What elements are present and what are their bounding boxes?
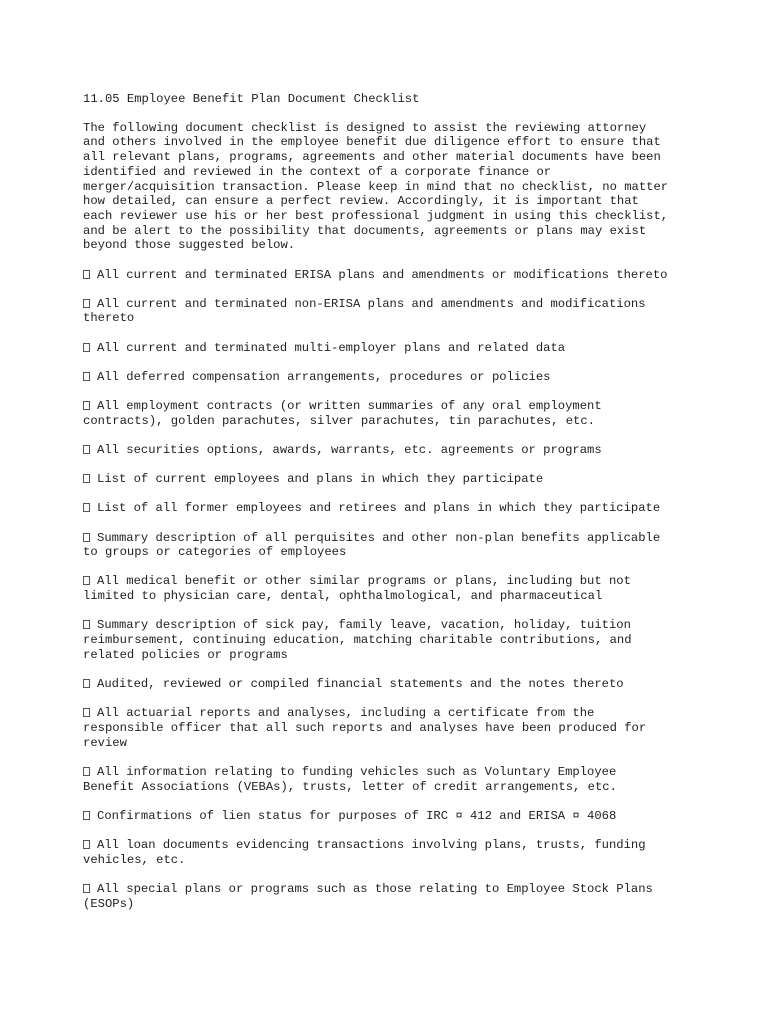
checklist-item-line: [83, 721, 703, 736]
checklist-item-text: related policies or programs: [83, 647, 288, 662]
checklist-item: [83, 706, 703, 750]
checklist-item: [83, 765, 703, 794]
document-title: 11.05 Employee Benefit Plan Document Checklist: [83, 92, 420, 106]
checklist-item-text: (ESOPs): [83, 896, 135, 911]
checklist-item-line: [83, 780, 703, 795]
checklist-item: [83, 370, 703, 385]
checklist-item-line: [83, 370, 703, 385]
checklist-item: [83, 268, 703, 283]
checklist-item: [83, 838, 703, 867]
checklist-item-text: Benefit Associations (VEBAs), trusts, letter of credit arrangements, etc.: [83, 779, 617, 794]
document-page: [83, 92, 703, 926]
checklist-item-text: All medical benefit or other similar programs or plans, including but not: [97, 574, 631, 589]
checklist-item-line: [83, 501, 703, 516]
checklist-item-text: thereto: [83, 311, 135, 326]
checklist-item: [83, 574, 703, 603]
checkbox-icon[interactable]: [83, 620, 90, 629]
checklist-item: [83, 677, 703, 692]
checklist-item-text: contracts), golden parachutes, silver parachutes, tin parachutes, etc.: [83, 413, 595, 428]
checklist-item: [83, 809, 703, 824]
checklist-item-text: reimbursement, continuing education, matching charitable contributions, and: [83, 633, 632, 648]
checklist-item: [83, 399, 703, 428]
checklist-item-line: [83, 853, 703, 868]
checklist-item-text: All loan documents evidencing transactions involving plans, trusts, funding: [97, 837, 646, 852]
intro-line: beyond those suggested below.: [83, 238, 296, 253]
checklist-item-text: Confirmations of lien status for purposes of IRC ¤ 412 and ERISA ¤ 4068: [97, 808, 617, 823]
checkbox-icon[interactable]: [83, 299, 90, 308]
checklist-item-line: [83, 574, 703, 589]
checklist-item: [83, 501, 703, 516]
intro-line: identified and reviewed in the context of a corporate finance or: [83, 164, 552, 179]
checklist-item: [83, 882, 703, 911]
intro-line: merger/acquisition transaction. Please keep in mind that no checklist, no matter: [83, 179, 669, 194]
checklist-item-line: [83, 765, 703, 780]
checkbox-icon[interactable]: [83, 474, 90, 483]
checklist-item-line: [83, 736, 703, 751]
intro-line: and be alert to the possibility that documents, agreements or plans may exist: [83, 223, 647, 238]
checkbox-icon[interactable]: [83, 343, 90, 352]
intro-line: all relevant plans, programs, agreements and other material documents have been: [83, 150, 661, 165]
checklist-item: [83, 443, 703, 458]
intro-line: each reviewer use his or her best professional judgment in using this checklist,: [83, 208, 669, 223]
checklist-item: [83, 472, 703, 487]
checkbox-icon[interactable]: [83, 679, 90, 688]
checklist-item-text: to groups or categories of employees: [83, 545, 347, 560]
checklist-item-line: [83, 809, 703, 824]
checkbox-icon[interactable]: [83, 767, 90, 776]
checklist-item-text: All current and terminated ERISA plans and amendments or modifications thereto: [97, 267, 668, 282]
checklist-item-text: review: [83, 735, 127, 750]
checklist-item-line: [83, 706, 703, 721]
checklist-item-text: List of current employees and plans in which they participate: [97, 472, 544, 487]
checklist-item-text: Summary description of sick pay, family leave, vacation, holiday, tuition: [97, 618, 631, 633]
checklist-item-line: [83, 677, 703, 692]
checkbox-icon[interactable]: [83, 708, 90, 717]
checklist-item-line: [83, 443, 703, 458]
checklist-item-line: [83, 414, 703, 429]
intro-paragraph: [83, 121, 703, 253]
checklist-item-text: All employment contracts (or written summaries of any oral employment: [97, 399, 602, 414]
checklist-item-text: All actuarial reports and analyses, including a certificate from the: [97, 706, 595, 721]
checklist-item: [83, 341, 703, 356]
checkbox-icon[interactable]: [83, 445, 90, 454]
checklist-item-text: All current and terminated non-ERISA plans and amendments and modifications: [97, 296, 646, 311]
intro-line: and others involved in the employee benefit due diligence effort to ensure that: [83, 135, 661, 150]
intro-line: The following document checklist is designed to assist the reviewing attorney: [83, 120, 647, 135]
checkbox-icon[interactable]: [83, 884, 90, 893]
checklist-item-line: [83, 472, 703, 487]
checklist-item-line: [83, 882, 703, 897]
checklist-item: [83, 297, 703, 326]
checklist-item-line: [83, 838, 703, 853]
checklist-item-line: [83, 897, 703, 912]
checkbox-icon[interactable]: [83, 372, 90, 381]
checklist-item-line: [83, 341, 703, 356]
checklist-item-line: [83, 297, 703, 312]
checklist-item-line: [83, 311, 703, 326]
checklist-item: [83, 618, 703, 662]
checkbox-icon[interactable]: [83, 840, 90, 849]
checklist-item-text: All special plans or programs such as those relating to Employee Stock Plans: [97, 881, 653, 896]
checklist-item-text: All deferred compensation arrangements, procedures or policies: [97, 369, 551, 384]
checklist-item-line: [83, 648, 703, 663]
checkbox-icon[interactable]: [83, 503, 90, 512]
checklist-item-line: [83, 399, 703, 414]
checklist-item-line: [83, 618, 703, 633]
checklist-item: [83, 531, 703, 560]
checklist-item-line: [83, 531, 703, 546]
checklist-item-line: [83, 589, 703, 604]
checklist-item-line: [83, 633, 703, 648]
checkbox-icon[interactable]: [83, 576, 90, 585]
intro-line: how detailed, can ensure a perfect review. Accordingly, it is important that: [83, 194, 639, 209]
checkbox-icon[interactable]: [83, 533, 90, 542]
checkbox-icon[interactable]: [83, 270, 90, 279]
checkbox-icon[interactable]: [83, 811, 90, 820]
checklist-item-text: Summary description of all perquisites and other non-plan benefits applicable: [97, 530, 661, 545]
checklist-item-line: [83, 268, 703, 283]
checklist-item-text: vehicles, etc.: [83, 852, 186, 867]
checklist-item-text: Audited, reviewed or compiled financial statements and the notes thereto: [97, 676, 624, 691]
checklist-item-text: All securities options, awards, warrants, etc. agreements or programs: [97, 442, 602, 457]
checkbox-icon[interactable]: [83, 401, 90, 410]
checklist: [83, 268, 703, 912]
checklist-item-text: limited to physician care, dental, ophthalmological, and pharmaceutical: [83, 589, 603, 604]
checklist-item-text: responsible officer that all such reports and analyses have been produced for: [83, 720, 647, 735]
checklist-item-text: All information relating to funding vehicles such as Voluntary Employee: [97, 764, 617, 779]
checklist-item-text: List of all former employees and retirees and plans in which they participate: [97, 501, 661, 516]
checklist-item-line: [83, 545, 703, 560]
checklist-item-text: All current and terminated multi-employer plans and related data: [97, 340, 566, 355]
